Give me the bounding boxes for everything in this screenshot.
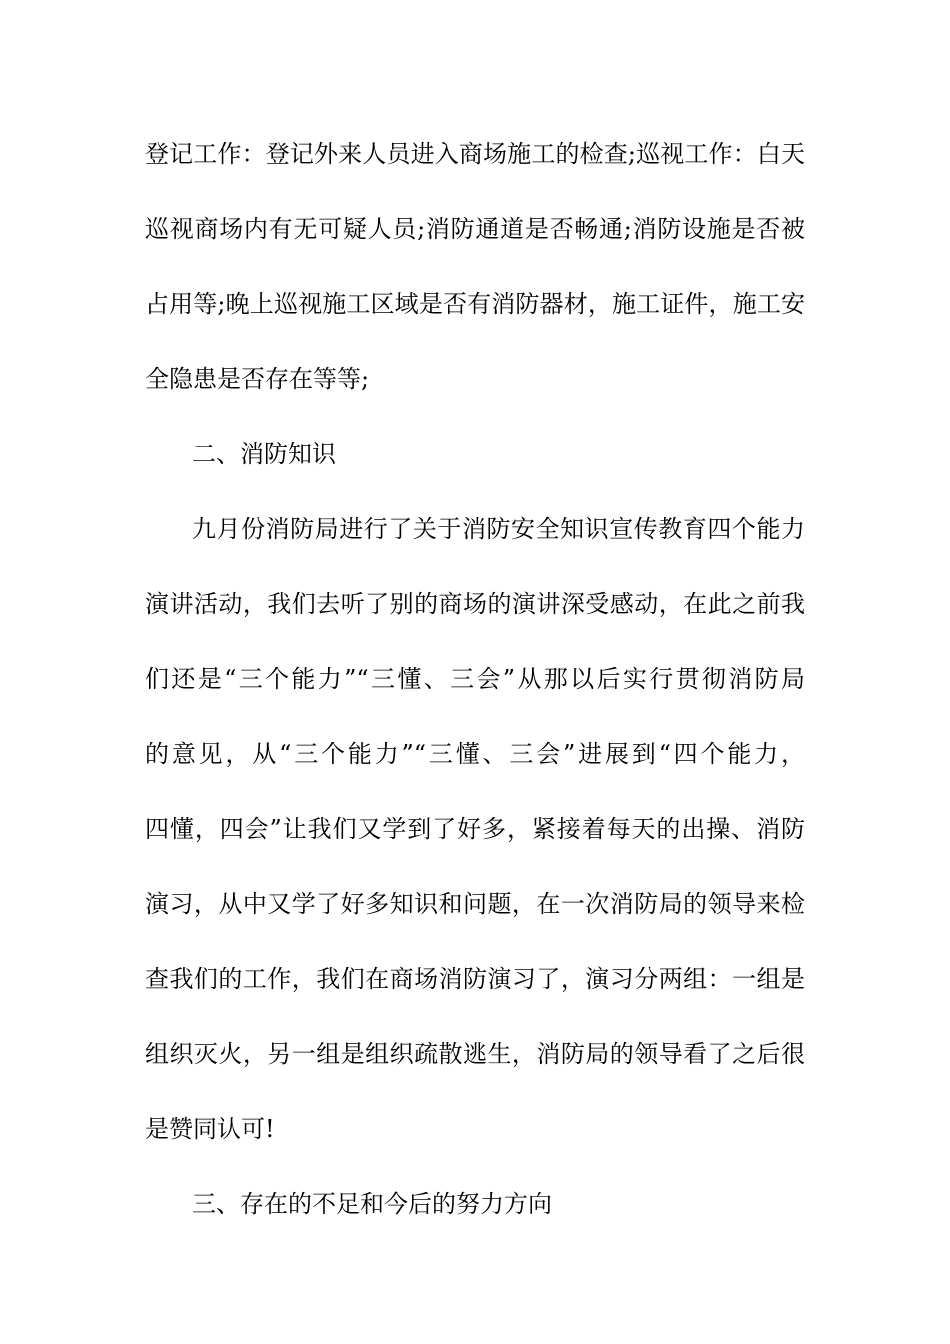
paragraph-line: 九月份消防局进行了关于消防安全知识宣传教育四个能力 — [192, 515, 805, 543]
paragraph-line: 四懂，四会”让我们又学到了好多，紧接着每天的出操、消防 — [145, 815, 805, 843]
paragraph-line: 占用等;晚上巡视施工区域是否有消防器材，施工证件，施工安 — [145, 290, 805, 318]
paragraph-line: 查我们的工作，我们在商场消防演习了，演习分两组：一组是 — [145, 965, 805, 993]
paragraph-line: 演习，从中又学了好多知识和问题，在一次消防局的领导来检 — [145, 890, 805, 918]
paragraph-line: 们还是“三个能力”“三懂、三会”从那以后实行贯彻消防局 — [145, 665, 805, 693]
paragraph-line: 的意见，从“三个能力”“三懂、三会”进展到“四个能力， — [145, 740, 805, 768]
paragraph-line: 演讲活动，我们去听了别的商场的演讲深受感动，在此之前我 — [145, 590, 805, 618]
paragraph-line: 全隐患是否存在等等; — [145, 365, 370, 393]
document-body — [145, 117, 805, 1242]
section-heading: 二、消防知识 — [192, 440, 336, 468]
paragraph-line: 是赞同认可! — [145, 1115, 275, 1143]
paragraph-line: 组织灭火，另一组是组织疏散逃生，消防局的领导看了之后很 — [145, 1040, 805, 1068]
paragraph-line: 巡视商场内有无可疑人员;消防通道是否畅通;消防设施是否被 — [145, 215, 805, 243]
paragraph-line: 登记工作：登记外来人员进入商场施工的检查;巡视工作：白天 — [145, 140, 805, 168]
section-heading: 三、存在的不足和今后的努力方向 — [192, 1190, 552, 1218]
